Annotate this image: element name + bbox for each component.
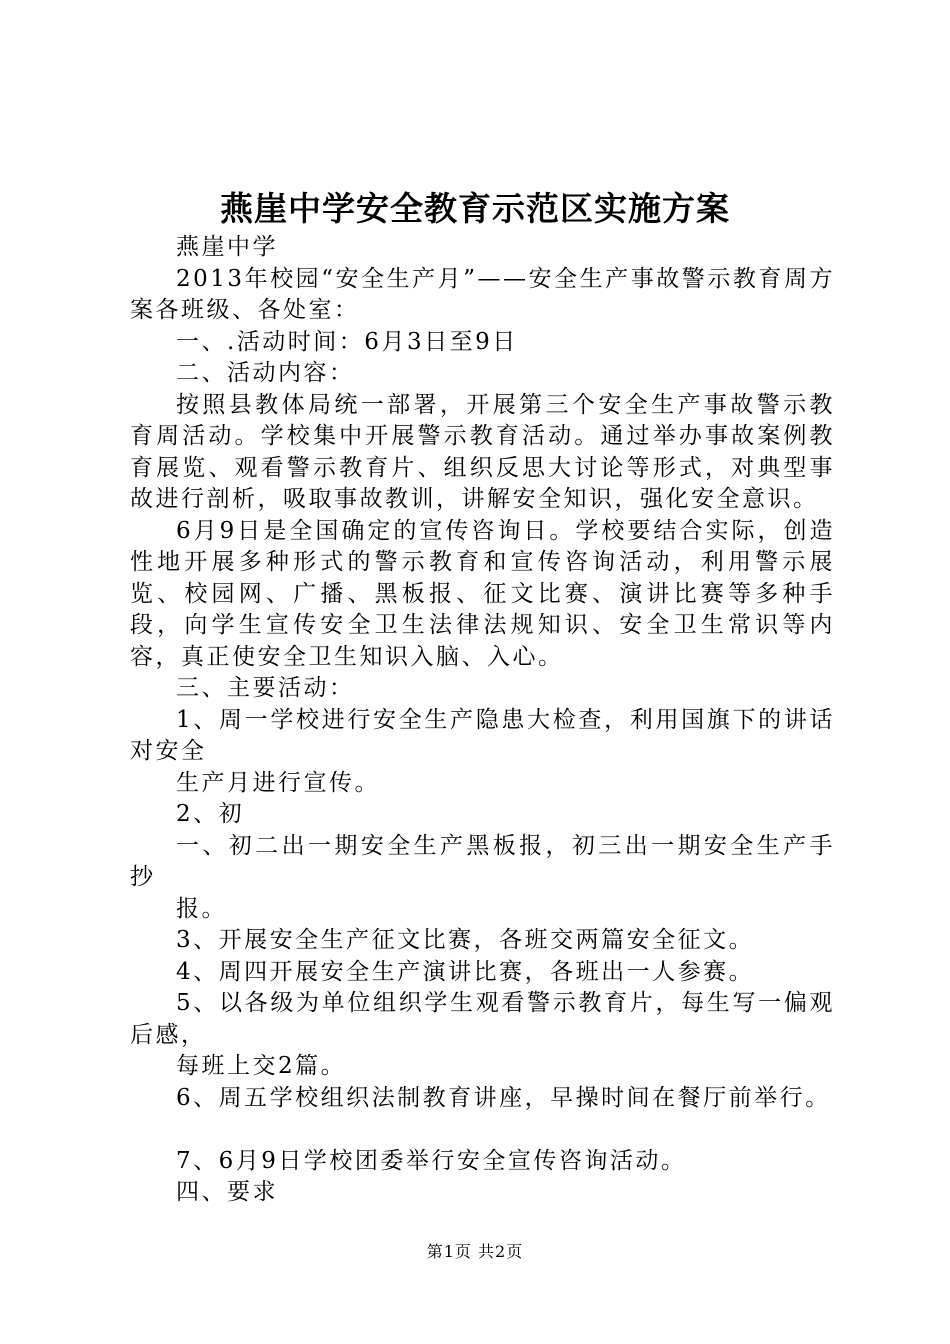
paragraph-activity-item-2-cont: 一、初二出一期安全生产黑板报，初三出一期安全生产手抄 bbox=[130, 832, 835, 890]
paragraph-activity-item-4: 4、周四开展安全生产演讲比赛，各班出一人参赛。 bbox=[176, 958, 755, 985]
paragraph-activity-item-1: 1、周一学校进行安全生产隐患大检查，利用国旗下的讲话对安全 bbox=[130, 706, 835, 764]
paragraph-activity-item-7: 7、6月9日学校团委举行安全宣传咨询活动。 bbox=[176, 1147, 687, 1174]
paragraph-activity-item-6: 6、周五学校组织法制教育讲座，早操时间在餐厅前举行。 bbox=[176, 1084, 831, 1111]
paragraph-activity-item-1-cont: 生产月进行宣传。 bbox=[176, 769, 380, 796]
paragraph-main-activities-heading: 三、主要活动： bbox=[176, 675, 355, 701]
paragraph-activity-time: 一、.活动时间：6月3日至9日 bbox=[176, 328, 518, 355]
document-body bbox=[130, 232, 835, 1209]
paragraph-activity-item-2: 2、初 bbox=[176, 801, 245, 827]
paragraph-activity-item-5-cont: 每班上交2篇。 bbox=[176, 1053, 347, 1079]
page-footer: 第1页 共2页 bbox=[426, 1242, 524, 1261]
paragraph-activity-content-1: 按照县教体局统一部署，开展第三个安全生产事故警示教育周活动。学校集中开展警示教育活动。通过举办事故案例教育展览、观看警示教育片、组织反思大讨论等形式，对典型事故进行剖析，吸取事故教训，讲解安全知识，强化安全意识。 bbox=[130, 391, 835, 512]
paragraph-spacer bbox=[130, 1114, 835, 1146]
paragraph-school-name: 燕崖中学 bbox=[176, 234, 278, 260]
paragraph-plan-heading: 2013年校园“安全生产月”——安全生产事故警示教育周方案各班级、各处室： bbox=[130, 265, 835, 323]
paragraph-activity-content-2: 6月9日是全国确定的宣传咨询日。学校要结合实际，创造性地开展多种形式的警示教育和宣传咨询活动，利用警示展览、校园网、广播、黑板报、征文比赛、演讲比赛等多种手段，向学生宣传安全卫生法律法规知识、安全卫生常识等内容，真正使安全卫生知识入脑、入心。 bbox=[130, 517, 835, 670]
paragraph-activity-item-2-end: 报。 bbox=[176, 895, 227, 922]
paragraph-activity-item-5: 5、以各级为单位组织学生观看警示教育片，每生写一偏观后感， bbox=[130, 990, 835, 1048]
document-title: 燕崖中学安全教育示范区实施方案 bbox=[220, 189, 730, 228]
paragraph-requirements-heading: 四、要求 bbox=[176, 1179, 278, 1205]
paragraph-activity-content-heading: 二、活动内容： bbox=[176, 360, 355, 386]
paragraph-activity-item-3: 3、开展安全生产征文比赛，各班交两篇安全征文。 bbox=[176, 927, 755, 953]
